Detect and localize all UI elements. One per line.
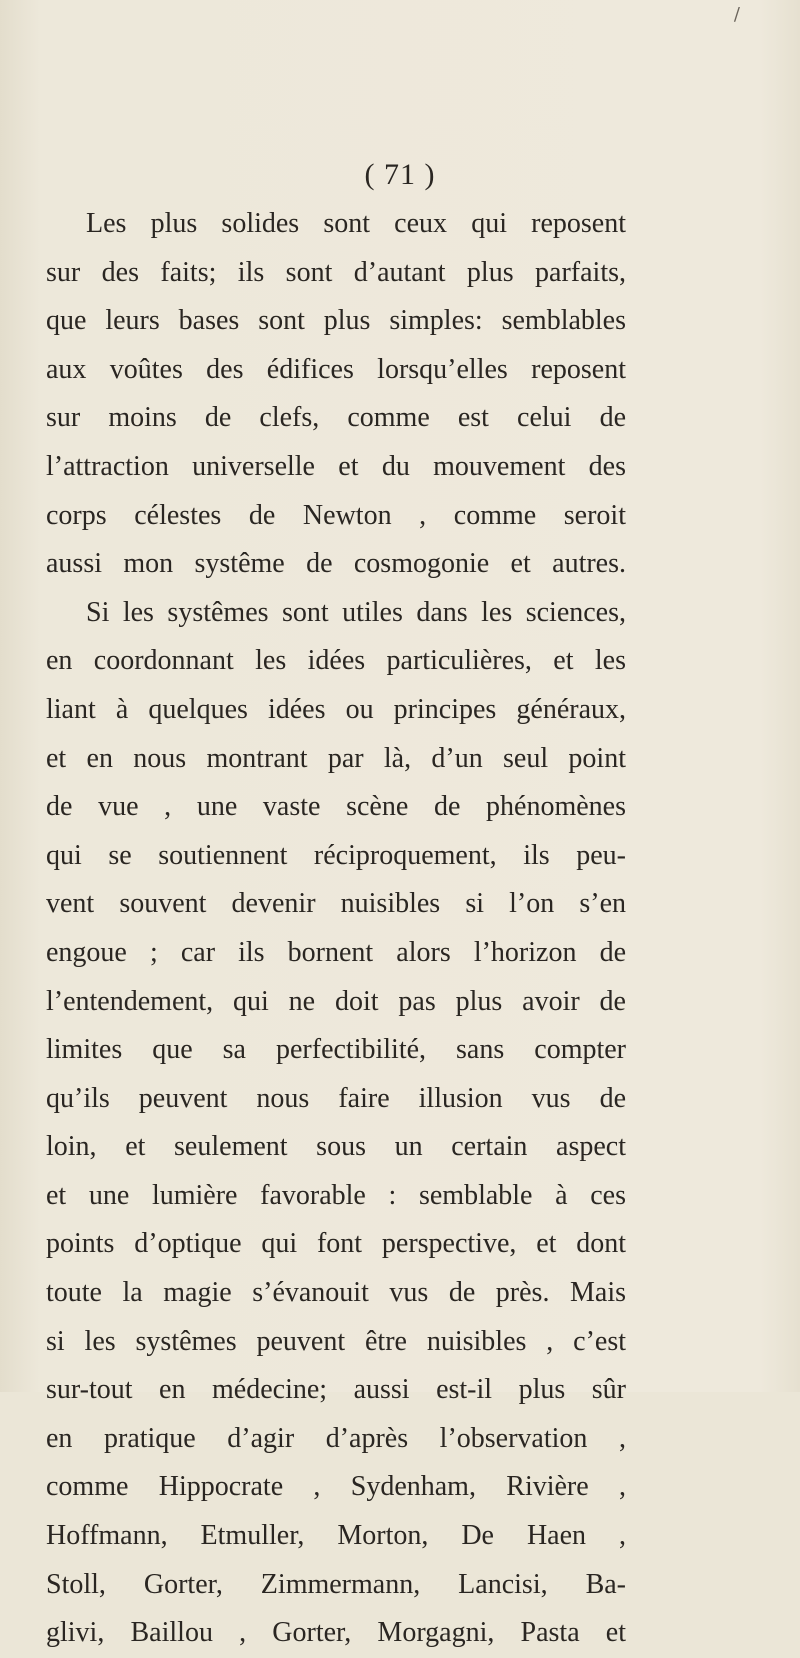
text-line: en coordonnant les idées particulières, et les: [46, 645, 626, 677]
text-line: Si les systêmes sont utiles dans les sciences,: [86, 596, 626, 628]
text-line: comme Hippocrate , Sydenham, Rivière ,: [46, 1471, 626, 1503]
text-line: si les systêmes peuvent être nuisibles , c’est: [46, 1325, 626, 1357]
text-line: Les plus solides sont ceux qui reposent: [86, 208, 626, 239]
text-line: liant à quelques idées ou principes généraux,: [46, 693, 626, 725]
text-line: toute la magie s’évanouit vus de près. Mais: [46, 1277, 626, 1309]
text-line: vent souvent devenir nuisibles si l’on s’en: [46, 888, 626, 920]
body-text: [46, 200, 626, 1658]
text-line: et une lumière favorable : semblable à ces: [46, 1179, 626, 1211]
text-line: glivi, Baillou , Gorter, Morgagni, Pasta et: [46, 1617, 626, 1649]
text-line: que leurs bases sont plus simples: semblables: [46, 305, 626, 337]
text-line: et en nous montrant par là, d’un seul point: [46, 742, 626, 774]
text-line: aussi mon systême de cosmogonie et autres.: [46, 548, 626, 580]
text-line: qu’ils peuvent nous faire illusion vus de: [46, 1082, 626, 1114]
text-line: engoue ; car ils bornent alors l’horizon de: [46, 936, 626, 968]
page-number: ( 71 ): [364, 158, 436, 191]
text-line: l’entendement, qui ne doit pas plus avoir de: [46, 985, 626, 1017]
text-line: de vue , une vaste scène de phénomènes: [46, 791, 626, 823]
text-line: sur moins de clefs, comme est celui de: [46, 402, 626, 434]
text-line: corps célestes de Newton , comme seroit: [46, 499, 626, 531]
text-line: Stoll, Gorter, Zimmermann, Lancisi, Ba-: [46, 1568, 626, 1600]
text-line: Hoffmann, Etmuller, Morton, De Haen ,: [46, 1520, 626, 1552]
corner-mark: /: [733, 4, 740, 25]
text-line: qui se soutiennent réciproquement, ils peu-: [46, 839, 626, 871]
text-line: points d’optique qui font perspective, et dont: [46, 1228, 626, 1260]
text-line: en pratique d’agir d’après l’observation ,: [46, 1422, 626, 1454]
text-line: aux voûtes des édifices lorsqu’elles reposent: [46, 353, 626, 385]
text-line: sur-tout en médecine; aussi est-il plus sûr: [46, 1374, 626, 1406]
text-line: limites que sa perfectibilité, sans compter: [46, 1034, 626, 1066]
text-line: sur des faits; ils sont d’autant plus parfaits,: [46, 256, 626, 288]
text-line: loin, et seulement sous un certain aspect: [46, 1131, 626, 1163]
text-line: l’attraction universelle et du mouvement des: [46, 450, 626, 482]
